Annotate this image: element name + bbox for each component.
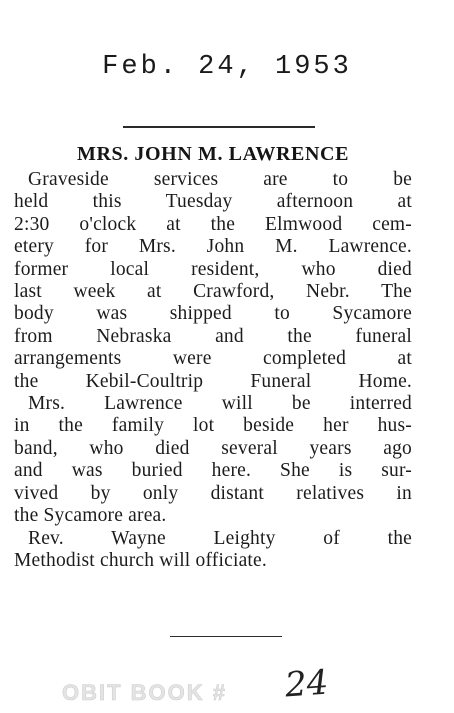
text-line: former local resident, who died bbox=[14, 258, 412, 280]
obituary-headline: MRS. JOHN M. LAWRENCE bbox=[76, 143, 350, 165]
text-line: the Kebil-Coultrip Funeral Home. bbox=[14, 370, 412, 392]
text-line: arrangements were completed at bbox=[14, 348, 412, 370]
text-line: 2:30 o'clock at the Elmwood cem- bbox=[14, 213, 412, 235]
date-stamp: Feb. 24, 1953 bbox=[102, 52, 352, 82]
text-line: Rev. Wayne Leighty of the bbox=[28, 527, 412, 549]
text-line: Mrs. Lawrence will be interred bbox=[28, 393, 412, 415]
text-line: body was shipped to Sycamore bbox=[14, 303, 412, 325]
text-line: in the family lot beside her hus- bbox=[14, 415, 412, 437]
text-line: band, who died several years ago bbox=[14, 437, 412, 459]
text-line: the Sycamore area. bbox=[14, 505, 167, 527]
bottom-rule bbox=[170, 636, 282, 637]
obit-book-stamp: OBIT BOOK # bbox=[62, 680, 228, 705]
text-line: from Nebraska and the funeral bbox=[14, 325, 412, 347]
text-line: etery for Mrs. John M. Lawrence. bbox=[14, 236, 412, 258]
text-line: Graveside services are to be bbox=[28, 169, 412, 190]
separator-rule bbox=[123, 126, 315, 128]
text-line: and was buried here. She is sur- bbox=[14, 460, 412, 482]
handwritten-page-number: 24 bbox=[283, 662, 330, 706]
text-line: held this Tuesday afternoon at bbox=[14, 191, 412, 213]
obituary-clipping bbox=[14, 139, 412, 572]
obituary-paragraph-2 bbox=[14, 393, 412, 527]
text-line: vived by only distant relatives in bbox=[14, 482, 412, 504]
obituary-paragraph-1 bbox=[14, 169, 412, 393]
obituary-paragraph-3 bbox=[14, 528, 412, 573]
text-line: Methodist church will officiate. bbox=[14, 549, 267, 571]
text-line: last week at Crawford, Nebr. The bbox=[14, 281, 412, 303]
